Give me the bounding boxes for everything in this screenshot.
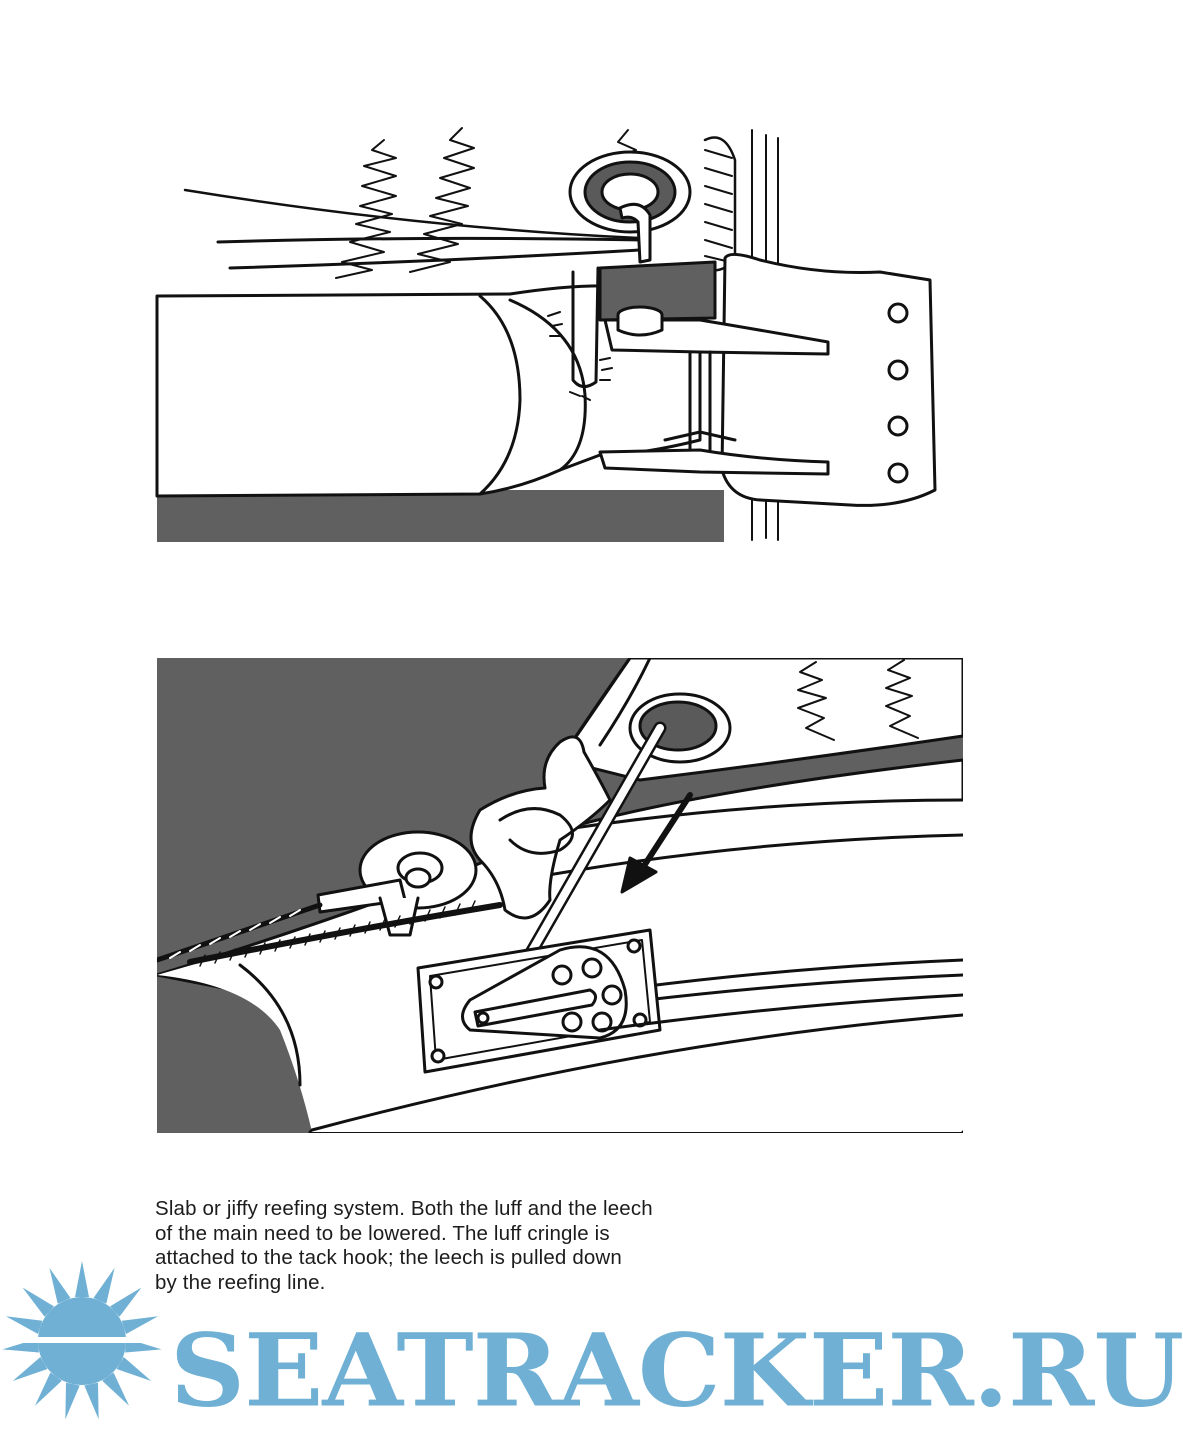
bottom-illustration — [157, 658, 963, 1133]
figure-caption — [155, 1197, 955, 1295]
caption-line: of the main need to be lowered. The luff cringle is — [155, 1221, 610, 1245]
top-illustration — [157, 128, 935, 542]
caption-line: Slab or jiffy reefing system. Both the luff and the leech — [155, 1197, 653, 1220]
watermark-text: SEATRACKER.RU — [170, 1311, 1183, 1429]
caption-line: by the reefing line. — [155, 1270, 326, 1294]
caption-line: attached to the tack hook; the leech is pulled down — [155, 1246, 622, 1269]
sun-logo-icon — [0, 1261, 166, 1421]
